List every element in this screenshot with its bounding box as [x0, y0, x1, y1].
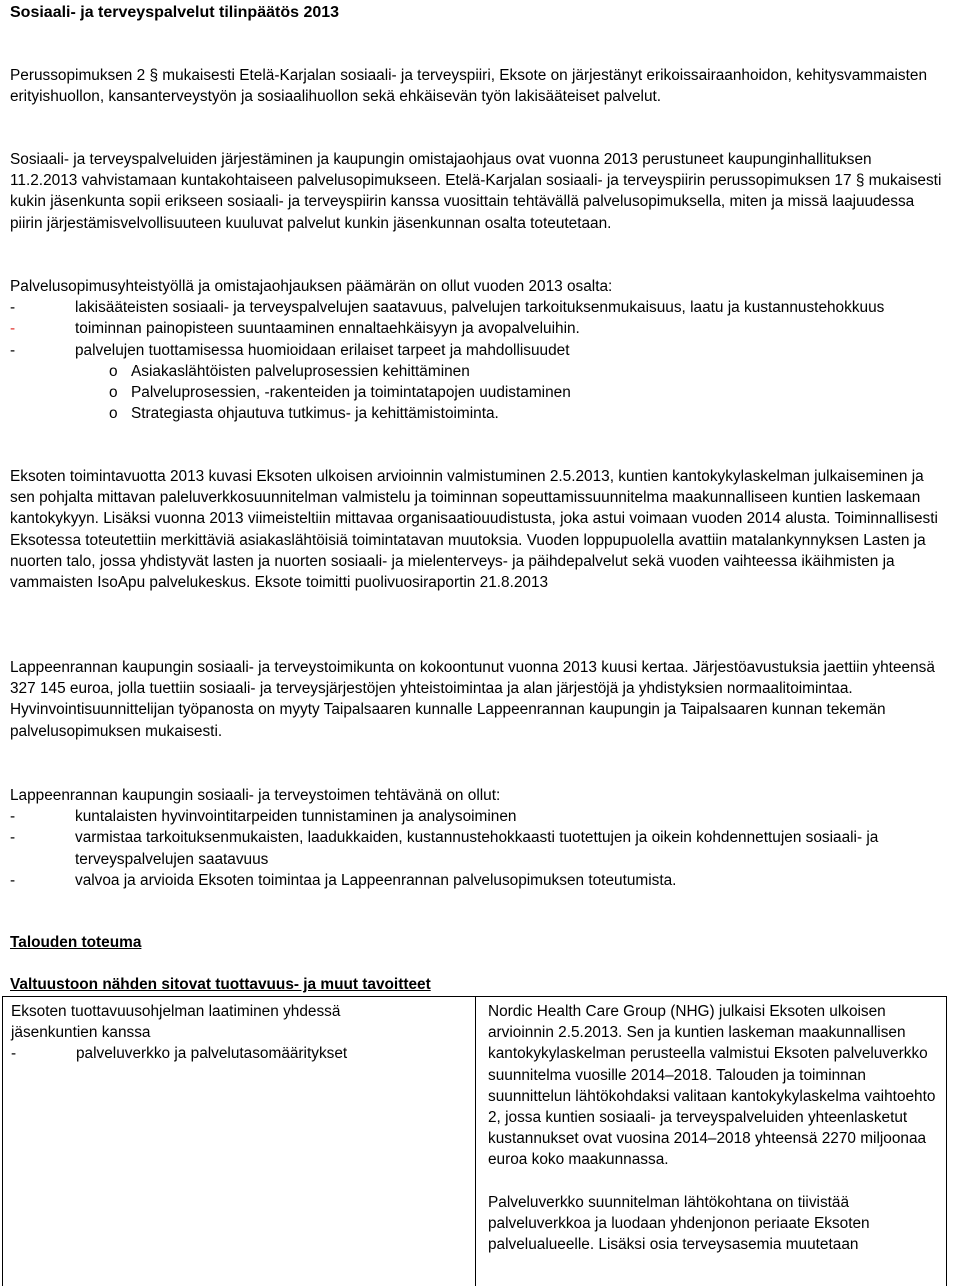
- dash-marker: -: [10, 320, 16, 338]
- bullet-marker: o: [109, 362, 118, 380]
- dash-marker: -: [10, 808, 16, 826]
- table-heading: Valtuustoon nähden sitovat tuottavuus- ja muut tavoitteet: [10, 976, 431, 993]
- task-item-1: kuntalaisten hyvinvointitarpeiden tunnistaminen ja analysoiminen: [75, 808, 517, 826]
- sub-list-item: [10, 382, 942, 403]
- list-item: [11, 1043, 431, 1064]
- goals-table: [2, 996, 947, 1286]
- left-cell-item: palveluverkko ja palvelutasomääritykset: [76, 1045, 348, 1063]
- dash-marker: -: [10, 829, 16, 847]
- column-divider: [475, 997, 476, 1286]
- right-cell-paragraph-1: Nordic Health Care Group (NHG) julkaisi Eksoten ulkoisen arvioinnin 2.5.2013. Sen ja kuntien laskeman maakunnallisen kantokykylaskelman perusteella valmistui Eksoten palveluverkko suunnitelma vuosille 2014–2018. Talouden ja toiminnan suunnittelun lähtökohdaksi valitaan kantokykylaskelma vaihtoehto 2, jossa kuntien sosiaali- ja terveyspalveluiden yhteenlasketut kustannukset ovat vuosina 2014–2018 yhteensä 2270 miljoonaa euroa koko maakunnassa.: [488, 1003, 936, 1169]
- page-title: Sosiaali- ja terveyspalvelut tilinpäätös 2013: [10, 4, 340, 21]
- lappeenranta-paragraph: Lappeenrannan kaupungin sosiaali- ja terveystoimikunta on kokoontunut vuonna 2013 kuusi kertaa. Järjestöavustuksia jaettiin yhteensä 327 145 euroa, jolla tuettiin sosiaali- ja terveysjärjestöjen yhteistoimintaa ja alan järjestöjä ja yhdistyksien normaalitoimintaa. Hyvinvointisuunnittelijan työpanosta on myyty Taipalsaaren kunnalle Lappeenrannan kaupungin ja Taipalsaaren kunnan tekemän palvelusopimuksen mukaisesti.: [10, 659, 935, 740]
- task-item-3: valvoa ja arvioida Eksoten toimintaa ja Lappeenrannan palvelusopimuksen toteutumista.: [75, 871, 677, 889]
- goal-item-2: toiminnan painopisteen suuntaaminen ennaltaehkäisyyn ja avopalveluihin.: [75, 320, 580, 338]
- list-item: [10, 827, 942, 869]
- table-cell-left: [11, 1001, 431, 1065]
- section-heading: Talouden toteuma: [10, 934, 142, 951]
- dash-marker: -: [10, 871, 16, 889]
- left-cell-text: Eksoten tuottavuusohjelman laatiminen yhdessä jäsenkuntien kanssa: [11, 1003, 341, 1042]
- bullet-marker: o: [109, 384, 118, 402]
- intro-paragraph-2: Sosiaali- ja terveyspalveluiden järjestäminen ja kaupungin omistajaohjaus ovat vuonna 2013 perustuneet kaupunginhallituksen 11.2.2013 vahvistamaan kuntakohtaiseen palvelusopimukseen. Etelä-Karjalan sosiaali- ja terveyspiirin perussopimuksen 17 § mukaisesti kukin jäsenkunta sopii erikseen sosiaali- ja terveyspiirin kanssa vuosittain tehtävällä palvelusopimuksella, miten ja missä laajuudessa piirin järjestämisvelvollisuuteen kuuluvat palvelut kunkin jäsenkunnan osalta toteutetaan.: [10, 151, 942, 232]
- list-item: [10, 340, 942, 361]
- eksote-paragraph: Eksoten toimintavuotta 2013 kuvasi Eksoten ulkoisen arvioinnin valmistuminen 2.5.2013, kuntien kantokykylaskelman julkaiseminen ja sen pohjalta mittavan paleluverkkosuunnitelman valmistelu ja toiminnan sopeuttamissuunnitelma maakunnalliseen kuntien laskemaan kantokykyyn. Lisäksi vuonna 2013 viimeisteltiin mittavaa organisaatiouudistusta, joka astui voimaan vuoden 2014 alusta. Toiminnallisesti Eksotessa toteutettiin merkittäviä asiakaslähtöisiä toimintatavan muutoksia. Vuoden loppupuolella avattiin matalankynnyksen Lasten ja nuorten talo, jossa yhdistyvät lasten ja nuorten sosiaali- ja mielenterveys- ja päihdepalvelut sekä vuoden vaihteessa ikäihmisten ja vammaisten IsoApu palvelukeskus. Eksote toimitti puolivuosiraportin 21.8.2013: [10, 468, 938, 592]
- list-item: [10, 806, 942, 827]
- goal-item-1: lakisääteisten sosiaali- ja terveyspalvelujen saatavuus, palvelujen tarkoituksenmukaisuus, laatu ja kustannustehokkuus: [75, 299, 885, 317]
- list-item: [10, 297, 942, 318]
- tasks-section: [10, 785, 942, 891]
- dash-marker: -: [10, 299, 16, 317]
- bullet-marker: o: [109, 405, 118, 423]
- sub-item-2: Palveluprosessien, -rakenteiden ja toimintatapojen uudistaminen: [131, 384, 571, 402]
- goals-section: [10, 276, 942, 424]
- table-cell-right: [488, 1001, 943, 1255]
- tasks-lead: Lappeenrannan kaupungin sosiaali- ja terveystoimen tehtävänä on ollut:: [10, 787, 501, 804]
- sub-item-1: Asiakaslähtöisten palveluprosessien kehittäminen: [131, 362, 470, 380]
- goal-item-3: palvelujen tuottamisessa huomioidaan erilaiset tarpeet ja mahdollisuudet: [75, 341, 570, 359]
- list-item: [10, 870, 942, 891]
- intro-paragraph-1: Perussopimuksen 2 § mukaisesti Etelä-Karjalan sosiaali- ja terveyspiiri, Eksote on järjestänyt erikoissairaanhoidon, kehitysvammaisten erityishuollon, kansanterveystyön ja sosiaalihuollon sekä ehkäisevän työn lakisääteiset palvelut.: [10, 67, 928, 106]
- list-item: [10, 318, 942, 339]
- dash-marker: -: [10, 341, 16, 359]
- sub-item-3: Strategiasta ohjautuva tutkimus- ja kehittämistoiminta.: [131, 405, 499, 423]
- task-item-2: varmistaa tarkoituksenmukaisten, laadukkaiden, kustannustehokkaasti tuotettujen ja oikein kohdennettujen sosiaali- ja terveyspalvelujen saatavuus: [75, 829, 879, 868]
- dash-marker: -: [11, 1045, 17, 1063]
- sub-list-item: [10, 361, 942, 382]
- right-cell-paragraph-2: Palveluverkko suunnitelman lähtökohtana on tiivistää palveluverkkoa ja luodaan yhdenjonon periaate Eksoten palvelualueelle. Lisäksi osia terveysasemia muutetaan: [488, 1193, 870, 1254]
- goals-lead: Palvelusopimusyhteistyöllä ja omistajaohjauksen päämärän on ollut vuoden 2013 osalta:: [10, 278, 613, 295]
- sub-list-item: [10, 403, 942, 424]
